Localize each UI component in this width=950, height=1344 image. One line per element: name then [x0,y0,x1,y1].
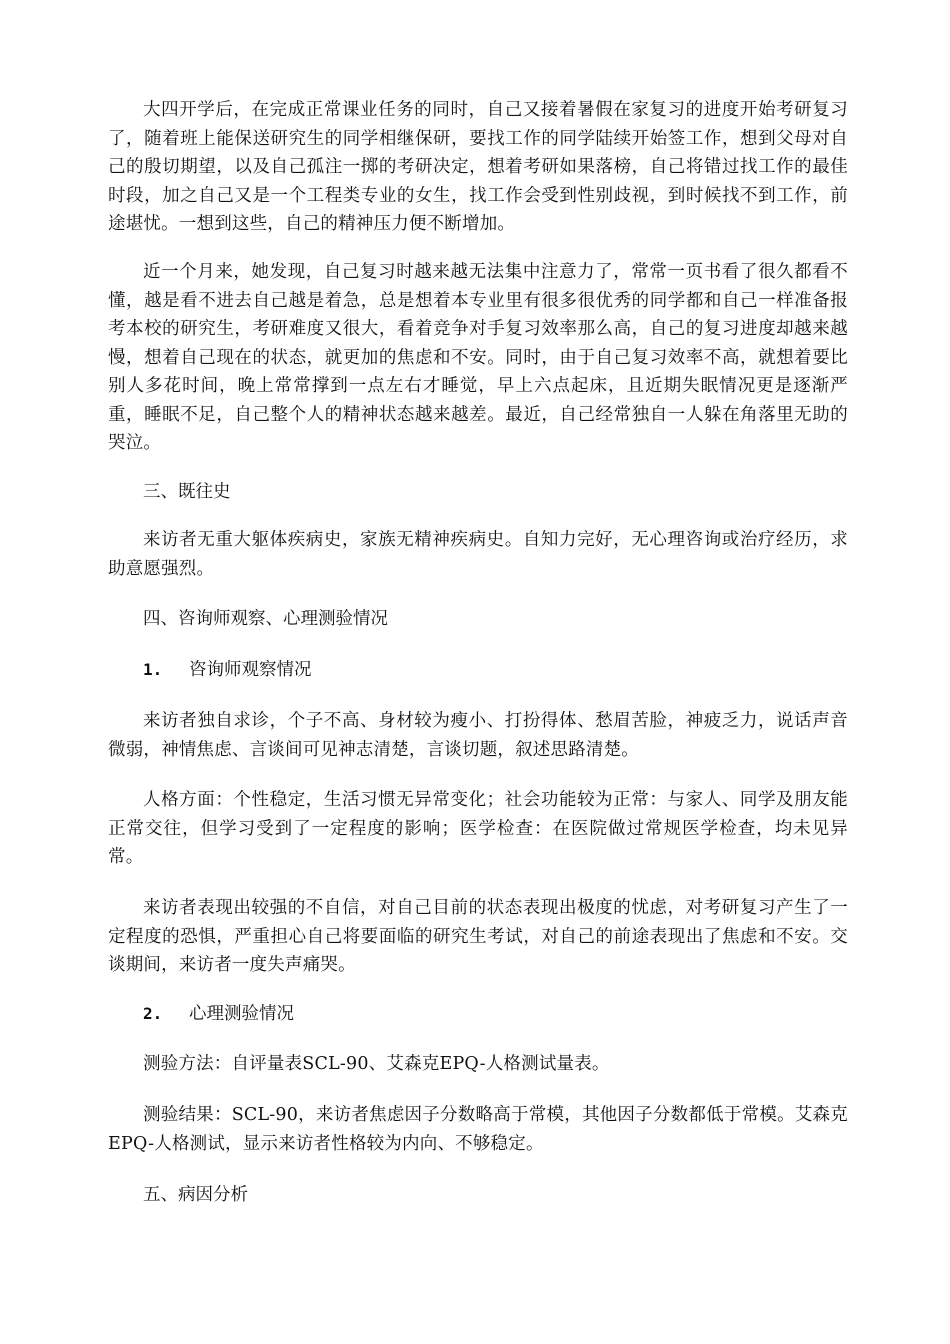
paragraph-recent-symptoms: 近一个月来，她发现，自己复习时越来越无法集中注意力了，常常一页书看了很久都看不懂，越是看不进去自己越是着急，总是想着本专业里有很多很优秀的同学都和自己一样准备报考本校的研究生，考研难度又很大，看着竞争对手复习效率那么高，自己的复习进度却越来越慢，想着自己现在的状态，就更加的焦虑和不安。同时，由于自己复习效率不高，就想着要比别人多花时间，晚上常常撑到一点左右才睡觉，早上六点起床，且近期失眠情况更是逐渐严重，睡眠不足，自己整个人的精神状态越来越差。最近，自己经常独自一人躲在角落里无助的哭泣。 [108,262,848,453]
paragraph-test-method: 测验方法：自评量表SCL-90、艾森克EPQ-人格测试量表。 [143,1054,610,1074]
subheading-text: 咨询师观察情况 [189,660,312,680]
heading-etiology: 五、病因分析 [143,1185,248,1205]
subheading-counselor-observation [143,656,312,685]
paragraph-personality: 人格方面：个性稳定，生活习惯无异常变化；社会功能较为正常：与家人、同学及朋友能正常交往，但学习受到了一定程度的影响；医学检查：在医院做过常规医学检查，均未见异常。 [108,790,848,867]
subheading-number: 2. [143,1004,163,1023]
paragraph-past-history: 来访者无重大躯体疾病史，家族无精神疾病史。自知力完好，无心理咨询或治疗经历，求助意愿强烈。 [108,530,848,579]
paragraph-observation: 来访者独自求诊，个子不高、身材较为瘦小、打扮得体、愁眉苦脸，神疲乏力，说话声音微弱，神情焦虑、言谈间可见神志清楚，言谈切题，叙述思路清楚。 [108,711,848,760]
heading-observation-tests: 四、咨询师观察、心理测验情况 [143,609,388,629]
paragraph-confidence: 来访者表现出较强的不自信，对自己目前的状态表现出极度的忧虑，对考研复习产生了一定程度的恐惧，严重担心自己将要面临的研究生考试，对自己的前途表现出了焦虑和不安。交谈期间，来访者一度失声痛哭。 [108,898,848,975]
paragraph-exam-stress: 大四开学后，在完成正常课业任务的同时，自己又接着暑假在家复习的进度开始考研复习了，随着班上能保送研究生的同学相继保研，要找工作的同学陆续开始签工作，想到父母对自己的殷切期望，以及自己孤注一掷的考研决定，想着考研如果落榜，自己将错过找工作的最佳时段，加之自己又是一个工程类专业的女生，找工作会受到性别歧视，到时候找不到工作，前途堪忧。一想到这些，自己的精神压力便不断增加。 [108,100,848,234]
heading-past-history: 三、既往史 [143,482,231,502]
paragraph-test-results: 测验结果：SCL-90，来访者焦虑因子分数略高于常模，其他因子分数都低于常模。艾森克EPQ-人格测试，显示来访者性格较为内向、不够稳定。 [108,1105,848,1154]
subheading-number: 1. [143,660,163,679]
subheading-psych-tests [143,1000,294,1029]
subheading-text: 心理测验情况 [189,1004,294,1024]
